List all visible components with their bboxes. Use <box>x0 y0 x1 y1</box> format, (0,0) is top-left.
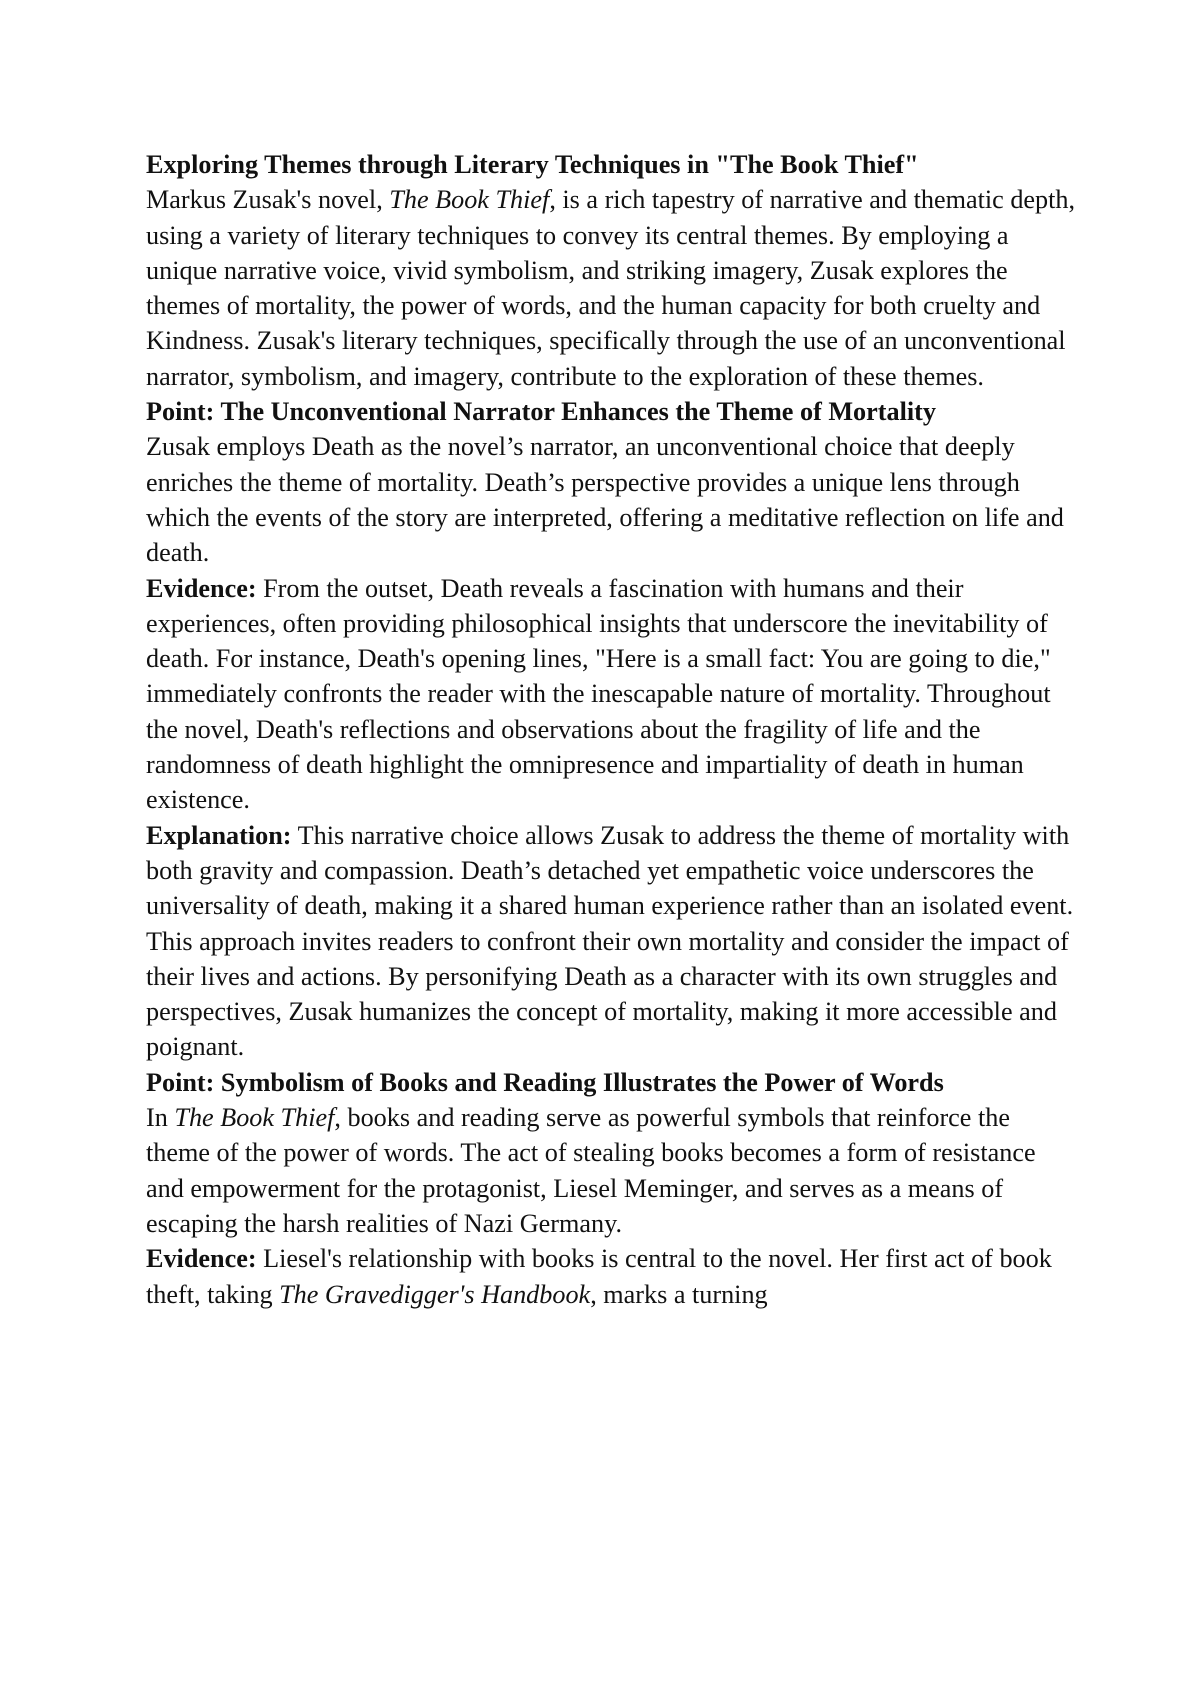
section2-point-paragraph <box>146 1100 1076 1241</box>
book-title-italic: The Book Thief <box>389 185 550 215</box>
intro-text-1: Markus Zusak's novel, <box>146 185 390 215</box>
section2-evidence-text-2: , marks a turning <box>590 1279 768 1309</box>
section2-evidence-paragraph <box>146 1241 1076 1312</box>
section1-point-paragraph: Zusak employs Death as the novel’s narrator, an unconventional choice that deeply enriches the theme of mortality. Death’s perspective provides a unique lens through which the events of the story are interpreted, offering a meditative reflection on life and death. <box>146 432 1064 568</box>
section2-evidence-text-1: Liesel's relationship with books is central to the novel. Her first act of book theft, taking <box>146 1244 1052 1309</box>
intro-text-2: , is a rich tapestry of narrative and thematic depth, using a variety of literary techniques to convey its central themes. By employing a unique narrative voice, vivid symbolism, and striking imagery, Zusak explores the themes of mortality, the power of words, and the human capacity for both cruelty and Kindness. Zusak's literary techniques, specifically through the use of an unconventional narrator, symbolism, and imagery, contribute to the exploration of these themes. <box>146 185 1076 391</box>
evidence-label: Evidence: <box>146 573 257 603</box>
book-title-italic: The Book Thief <box>174 1103 335 1133</box>
section1-evidence-paragraph <box>146 571 1076 818</box>
evidence-label: Evidence: <box>146 1244 257 1274</box>
section2-point-text-1: In <box>146 1103 175 1133</box>
explanation-text: This narrative choice allows Zusak to address the theme of mortality with both gravity and compassion. Death’s detached yet empathetic voice underscores the universality of death, making it a shared human experience rather than an isolated event. This approach invites readers to confront their own mortality and consider the impact of their lives and actions. By personifying Death as a character with its own struggles and perspectives, Zusak humanizes the concept of mortality, making it more accessible and poignant. <box>146 820 1074 1062</box>
evidence-text: From the outset, Death reveals a fascination with humans and their experiences, often providing philosophical insights that underscore the inevitability of death. For instance, Death's opening lines, "Here is a small fact: You are going to die," immediately confronts the reader with the inescapable nature of mortality. Throughout the novel, Death's reflections and observations about the fragility of life and the randomness of death highlight the omnipresence and impartiality of death in human existence. <box>146 573 1051 815</box>
document-body <box>146 147 1076 1312</box>
section1-explanation-paragraph <box>146 818 1076 1065</box>
section2-heading: Point: Symbolism of Books and Reading Illustrates the Power of Words <box>146 1067 944 1097</box>
gravedigger-title-italic: The Gravedigger's Handbook <box>279 1279 591 1309</box>
document-title: Exploring Themes through Literary Techniques in "The Book Thief" <box>146 150 919 179</box>
intro-paragraph <box>146 182 1076 394</box>
explanation-label: Explanation: <box>146 820 292 850</box>
section2-point-text-2: , books and reading serve as powerful symbols that reinforce the theme of the power of words. The act of stealing books becomes a form of resistance and empowerment for the protagonist, Liesel Meminger, and serves as a means of escaping the harsh realities of Nazi Germany. <box>146 1103 1036 1238</box>
section1-heading: Point: The Unconventional Narrator Enhances the Theme of Mortality <box>146 397 936 427</box>
